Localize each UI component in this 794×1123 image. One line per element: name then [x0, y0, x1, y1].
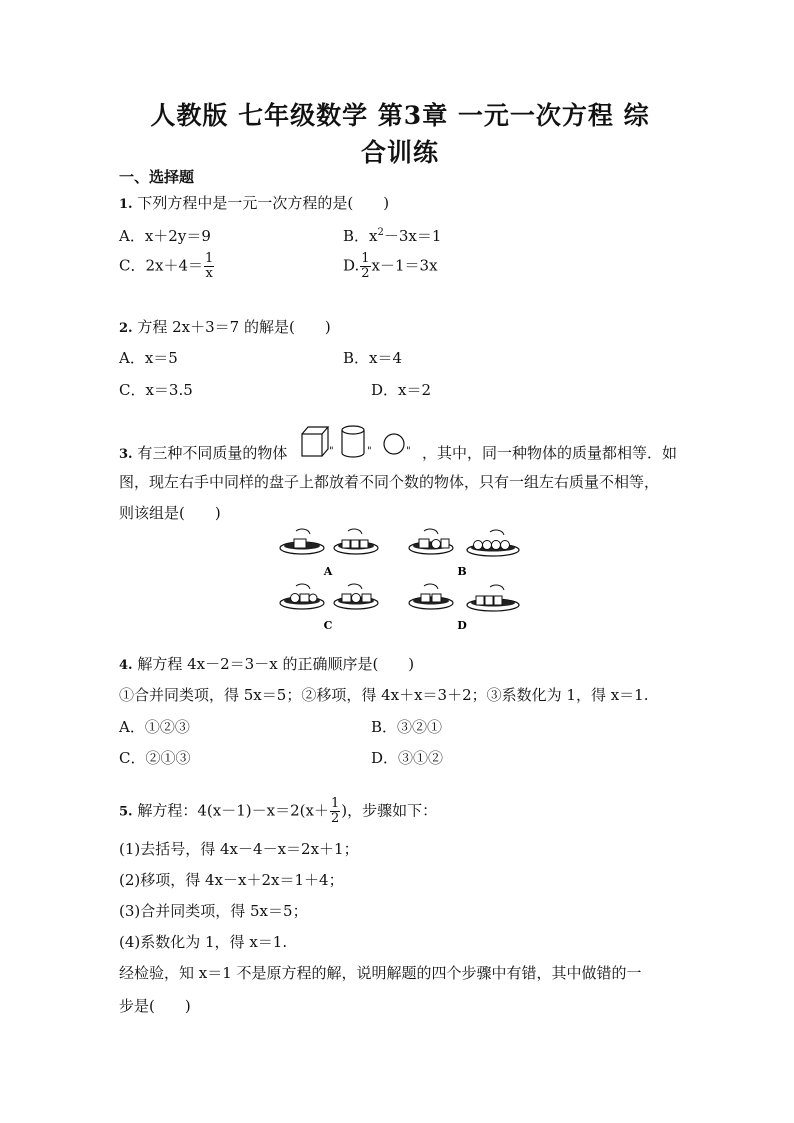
option-text: －3x＝1 — [383, 227, 442, 245]
q5-step-4: (4)系数化为 1，得 x＝1. — [119, 933, 288, 951]
sphere-icon — [384, 434, 404, 454]
option-label: A． — [119, 227, 145, 245]
balance-group-a — [280, 529, 378, 578]
question-text: 解方程：4(x－1)－x＝2(x＋ — [137, 801, 329, 820]
balance-figure — [278, 526, 528, 634]
fraction — [360, 252, 370, 281]
figure-label-b: B — [457, 565, 467, 578]
question-4-stem — [119, 653, 414, 674]
q4-option-c: C．②①③ — [119, 749, 191, 767]
question-number: 3. — [119, 447, 133, 462]
fraction — [330, 797, 340, 826]
objects-illustration — [298, 422, 428, 462]
q4-option-d: D．③①② — [371, 749, 444, 767]
option-text: x＋2y＝9 — [144, 227, 211, 245]
question-4-steps: ①合并同类项，得 5x＝5；②移项，得 4x＋x＝3＋2；③系数化为 1，得 x＝1. — [119, 686, 649, 704]
q4-option-a: A．①②③ — [119, 718, 190, 736]
option-text: x — [369, 227, 378, 245]
section-heading: 一、选择题 — [119, 168, 195, 186]
q5-step-1: (1)去括号，得 4x－4－x＝2x＋1； — [119, 840, 359, 858]
q5-check-line-2: 步是( ) — [119, 997, 191, 1015]
question-text: 解方程 4x－2＝3－x 的正确顺序是( ) — [137, 655, 415, 673]
cylinder-icon — [342, 426, 364, 457]
question-5-stem — [119, 797, 437, 826]
fraction — [204, 252, 214, 281]
svg-text:": " — [367, 446, 372, 457]
question-1-stem — [119, 192, 389, 213]
document-title-line-2: 合训练 — [360, 138, 439, 167]
option-label: B． — [343, 227, 370, 245]
question-2-stem — [119, 316, 331, 337]
q2-option-b: B．x＝4 — [343, 349, 403, 367]
q1-option-c — [119, 252, 215, 281]
figure-label-a: A — [323, 565, 333, 578]
q2-option-c: C．x＝3.5 — [119, 381, 193, 399]
question-text: 方程 2x＋3＝7 的解是( ) — [137, 318, 331, 336]
balance-group-d — [409, 584, 519, 632]
q5-step-2: (2)移项，得 4x－x＋2x＝1＋4； — [119, 871, 344, 889]
q2-option-d: D．x＝2 — [371, 381, 432, 399]
q1-option-a — [119, 225, 211, 246]
fraction-numerator: 1 — [361, 251, 370, 266]
question-number: 5. — [119, 804, 133, 820]
svg-text:": " — [406, 446, 411, 457]
document-title-line-1: 人教版 七年级数学 第3章 一元一次方程 综 — [150, 101, 650, 130]
q5-check-line-1: 经检验，知 x＝1 不是原方程的解，说明解题的四个步骤中有错，其中做错的一 — [119, 964, 642, 982]
q2-option-a: A．x＝5 — [119, 349, 178, 367]
question-text: 下列方程中是一元一次方程的是( ) — [137, 194, 390, 212]
option-label: C． — [119, 256, 146, 275]
cube-icon — [302, 427, 328, 456]
q1-option-d — [343, 252, 438, 281]
fraction-denominator: x — [205, 266, 213, 281]
svg-text:": " — [329, 446, 334, 457]
figure-label-c: C — [323, 619, 333, 632]
figure-label-d: D — [457, 619, 467, 632]
question-number: 2. — [119, 321, 133, 336]
question-text: ，其中，同一种物体的质量都相等．如 — [421, 444, 677, 462]
question-text: 有三种不同质量的物体 — [137, 444, 288, 462]
fraction-denominator: 2 — [330, 811, 340, 826]
fraction-numerator: 1 — [205, 251, 214, 266]
balance-group-c — [280, 584, 378, 632]
option-text: x－1＝3x — [371, 256, 438, 275]
q1-option-b — [343, 225, 441, 246]
fraction-numerator: 1 — [330, 796, 340, 811]
option-text: 2x＋4＝ — [145, 256, 204, 275]
question-3-line-2: 图，现左右手中同样的盘子上都放着不同个数的物体，只有一组左右质量不相等， — [119, 473, 660, 491]
balance-group-b — [409, 529, 519, 578]
question-number: 4. — [119, 658, 133, 673]
question-3-line-3: 则该组是( ) — [119, 504, 221, 522]
fraction-denominator: 2 — [361, 266, 370, 281]
question-text: )，步骤如下： — [341, 801, 438, 820]
q4-option-b: B．③②① — [371, 718, 443, 736]
option-label: D. — [343, 256, 360, 275]
option-superscript: 2 — [377, 227, 384, 238]
question-number: 1. — [119, 197, 133, 212]
q5-step-3: (3)合并同类项，得 5x＝5； — [119, 902, 308, 920]
